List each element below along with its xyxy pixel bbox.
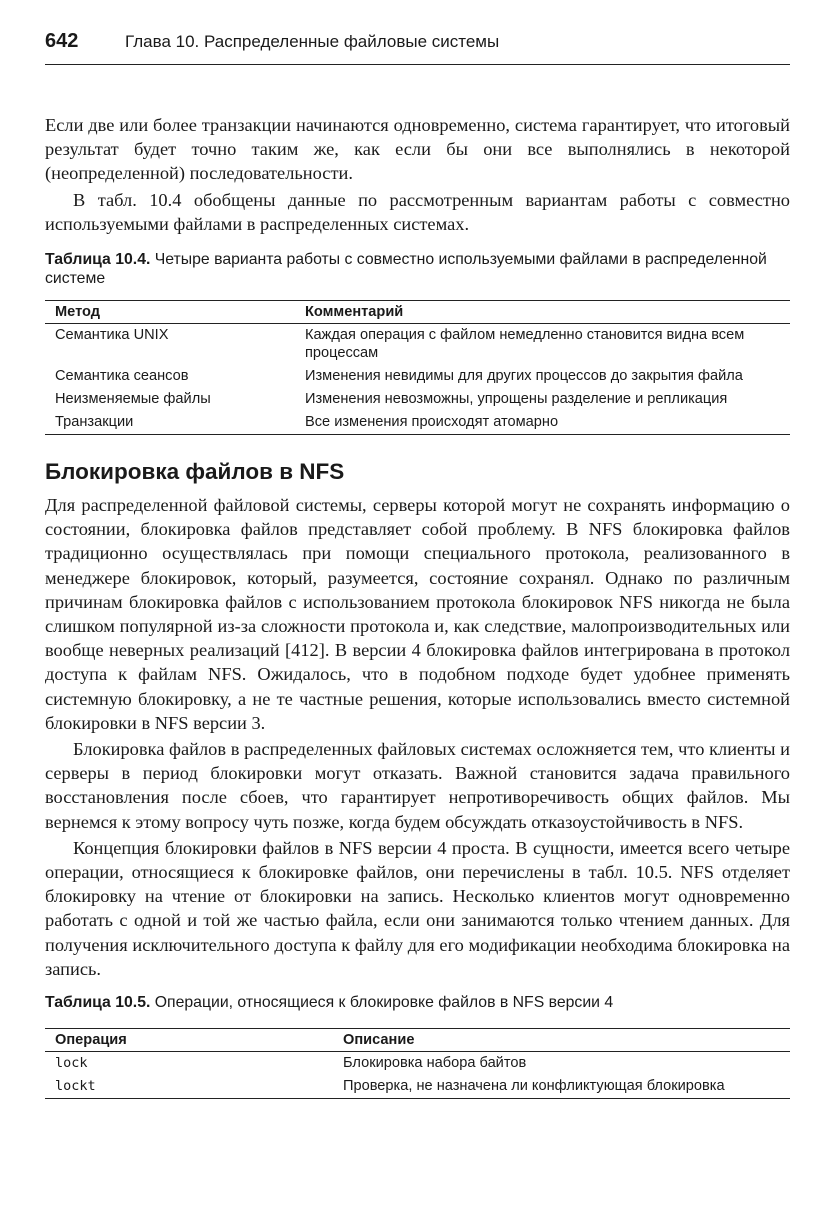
table-cell: Блокировка набора байтов <box>343 1055 527 1072</box>
table-cell: Изменения невозможны, упрощены разделение и репликация <box>305 391 728 408</box>
table-cell: Неизменяемые файлы <box>55 391 211 408</box>
data-table <box>45 1028 790 1099</box>
paragraph-intro: Если две или более транзакции начинаются одновременно, система гарантирует, что итоговый результат будет точно таким же, как если бы они все выполнялись в некоторой (неопределенной) последовательности. <box>45 115 790 184</box>
running-header <box>45 30 790 65</box>
table-cell: lockt <box>45 1075 333 1099</box>
section-paragraph: Для распределенной файловой системы, серверы которой могут не сохранять информацию о состоянии, блокировка файлов представляет собой проблему. В NFS блокировка файлов традиционно осуществлялась при помощи специального протокола, реализованного в менеджере блокировок, который, разумеется, состояние сохранял. Однако по различным причинам блокировка файлов с использованием протокола блокировок NFS никогда не была слишком популярной из-за сложности протокола и, как следствие, малопроизводительных или вообще неверных реализаций [412]. В версии 4 блокировка файлов интегрирована в протокол доступа к файлам NFS. Ожидалось, что в подобном подходе будет удобнее применять системную блокировку, а не те частные решения, которые использовались вместо системной блокировки в NFS версии 3. <box>45 495 790 733</box>
column-header-comment: Комментарий <box>295 301 790 324</box>
table-row <box>45 324 790 366</box>
column-header-operation: Операция <box>45 1029 333 1052</box>
table-row <box>45 1075 790 1099</box>
page-number: 642 <box>45 30 79 52</box>
table-10-5 <box>45 993 790 1099</box>
table-row <box>45 388 790 411</box>
section-heading: Блокировка файлов в NFS <box>45 459 345 485</box>
table-cell: Проверка, не назначена ли конфликтующая блокировка <box>333 1075 790 1099</box>
section-paragraph: Концепция блокировки файлов в NFS версии 4 проста. В сущности, имеется всего четыре операции, относящиеся к блокировке файлов, они перечислены в табл. 10.5. NFS отделяет блокировку на чтение от блокировки на запись. Несколько клиентов могут одновременно работать с одной и той же частью файла, если они занимаются только чтением данных. Для получения исключительного доступа к файлу для его модификации необходима блокировка на запись. <box>45 837 790 979</box>
chapter-title: Глава 10. Распределенные файловые системы <box>125 32 500 51</box>
table-label: Таблица 10.5. <box>45 994 151 1012</box>
table-caption <box>45 250 790 288</box>
table-row <box>45 365 790 388</box>
table-caption-text: Четыре варианта работы с совместно используемыми файлами в распределенной системе <box>45 251 767 288</box>
table-10-4 <box>45 250 790 435</box>
table-cell: Изменения невидимы для других процессов до закрытия файла <box>305 368 743 385</box>
book-page <box>45 30 790 1099</box>
table-caption-text: Операции, относящиеся к блокировке файлов в NFS версии 4 <box>154 994 614 1012</box>
data-table <box>45 300 790 435</box>
table-cell: Все изменения происходят атомарно <box>295 411 790 435</box>
column-header-method: Метод <box>45 301 295 324</box>
paragraph-summary: В табл. 10.4 обобщены данные по рассмотренным вариантам работы с совместно используемыми файлами в распределенных системах. <box>45 189 790 234</box>
table-cell: Транзакции <box>45 411 295 435</box>
table-cell: Семантика сеансов <box>55 368 189 385</box>
section-paragraph: Блокировка файлов в распределенных файловых системах осложняется тем, что клиенты и серверы в период блокировки могут отказать. Важной становится задача правильного восстановления после сбоев, что гарантирует непротиворечивость общих файлов. Мы вернемся к этому вопросу чуть позже, когда будем обсуждать отказоустойчивость в NFS. <box>45 739 790 832</box>
table-caption <box>45 993 790 1012</box>
table-cell: lock <box>55 1055 88 1072</box>
column-header-description: Описание <box>333 1029 790 1052</box>
table-cell: Каждая операция с файлом немедленно становится видна всем процессам <box>305 327 745 362</box>
table-row <box>45 1052 790 1076</box>
table-row <box>45 411 790 435</box>
table-cell: Семантика UNIX <box>55 327 169 344</box>
table-label: Таблица 10.4. <box>45 251 151 269</box>
